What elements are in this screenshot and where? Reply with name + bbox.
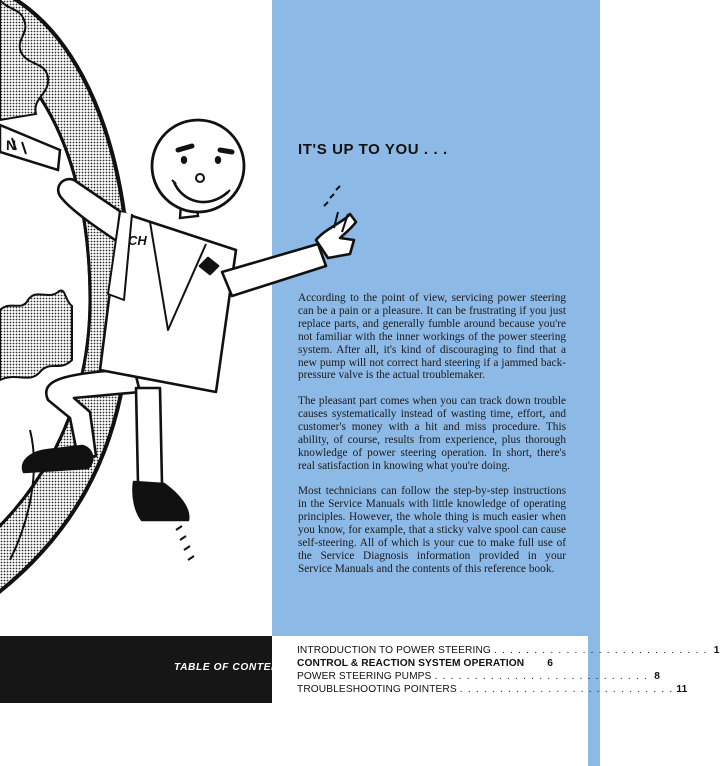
toc-entry-page: 1: [713, 645, 720, 656]
toc-entry-page: 11: [676, 684, 688, 695]
toc-entry-title: POWER STEERING PUMPS: [297, 671, 432, 682]
toc-leader: . . . . . . . . . . . . . . . . . . . . . . . . . . .: [459, 684, 674, 695]
toc-entry-title: TROUBLESHOOTING POINTERS: [297, 684, 457, 695]
toc-entry[interactable]: [297, 658, 553, 671]
toc-entry-title: CONTROL & REACTION SYSTEM OPERATION: [297, 658, 525, 669]
toc-entry-page: 8: [654, 671, 661, 682]
page-title: IT'S UP TO YOU . . .: [298, 141, 448, 158]
mascot-body: [100, 212, 236, 392]
gear-lettering: N: [6, 137, 17, 153]
toc-entry-title: INTRODUCTION TO POWER STEERING: [297, 645, 491, 656]
paragraph: Most technicians can follow the step-by-step instructions in the Service Manuals with little knowledge of operating principles. However, the whole thing is much easier when you know, for example, that a sticky valve spool can cause self-steering. All of which is your cue to make full use of the Service Diagnosis information provided in your Service Manuals and the contents of this reference book.: [298, 485, 566, 575]
body-text: [298, 292, 566, 589]
shirt-lettering: CH: [128, 233, 147, 248]
wave-marks: [324, 186, 340, 206]
mascot-right-arm: [222, 212, 356, 296]
toc-entry[interactable]: [297, 645, 720, 658]
toc-entry[interactable]: [297, 671, 661, 684]
paragraph: The pleasant part comes when you can track down trouble causes systematically instead of wasting time, effort, and customer's money with a hit and miss procedure. This ability, of course, results from experience, plus thorough knowledge of power steering operation. In short, there's real satisfaction in knowing what you're doing.: [298, 395, 566, 472]
paragraph: According to the point of view, servicing power steering can be a pain or a pleasure. It can be frustrating if you just replace parts, and generally fumble around because you're not familiar with the inner workings of the power steering system. After all, it's kind of discouraging to find that a new pump will not correct hard steering if a jammed back-pressure valve is the actual troublemaker.: [298, 292, 566, 382]
mascot-head: [152, 120, 244, 218]
toc-entry-page: 6: [547, 658, 553, 669]
motion-lines: [176, 526, 194, 560]
toc-label: TABLE OF CONTENTS:: [174, 662, 298, 673]
toc-entry[interactable]: [297, 684, 688, 697]
toc-leader: . . . . . . . . . . . . . . . . . . . . . . . . . . .: [434, 671, 649, 682]
toc-leader: . . . . . . . . . . . . . . . . . . . . . . . . . . .: [493, 645, 708, 656]
table-of-contents: [297, 645, 720, 697]
